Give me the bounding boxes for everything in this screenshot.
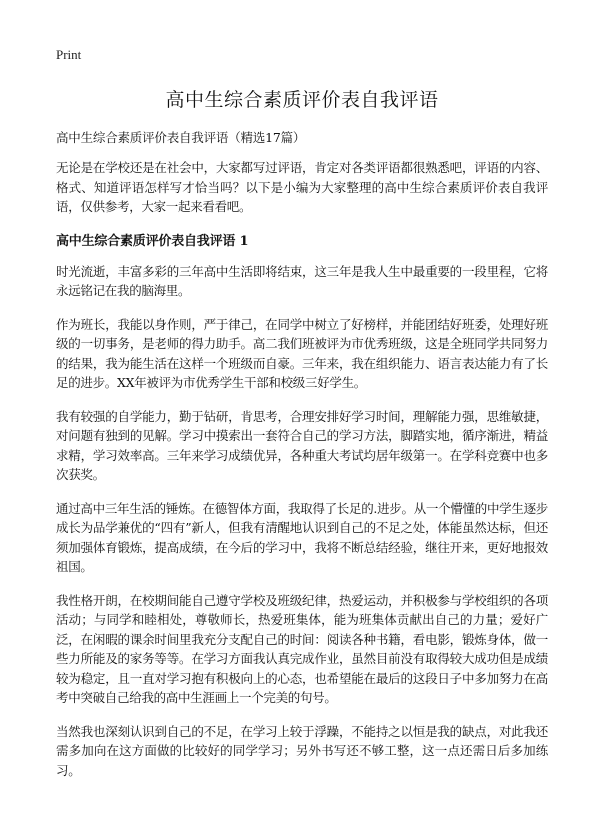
intro-paragraph: 无论是在学校还是在社会中，大家都写过评语，肯定对各类评语都很熟悉吧，评语的内容、格式、知道评语怎样写才恰当吗？以下是小编为大家整理的高中生综合素质评价表自我评语，仅供参考，大家一起来看看吧。 — [56, 160, 548, 214]
section-heading: 高中生综合素质评价表自我评语 1 — [56, 233, 249, 249]
print-link[interactable]: Print — [56, 47, 82, 62]
document-subtitle: 高中生综合素质评价表自我评语（精选17篇） — [56, 130, 306, 145]
body-paragraph-1: 时光流逝，丰富多彩的三年高中生活即将结束，这三年是我人生中最重要的一段里程，它将永远铭记在我的脑海里。 — [56, 263, 548, 298]
body-paragraph-5: 我性格开朗，在校期间能自己遵守学校及班级纪律，热爱运动，并积极参与学校组织的各项活动；与同学和睦相处，尊敬师长，热爱班集体，能为班集体贡献出自己的力量；爱好广泛，在闲暇的课余时间里我充分支配自己的时间：阅读各种书籍，看电影，锻炼身体，做一些力所能及的家务等等。在学习方面我认真完成作业，虽然目前没有取得较大成功但是成绩较为稳定，且一直对学习抱有积极向上的心态，也希望能在最后的这段日子中多加努力在高考中突破自己给我的高中生涯画上一个完美的句号。 — [56, 592, 548, 705]
body-paragraph-6: 当然我也深刻认识到自己的不足，在学习上较于浮躁，不能持之以恒是我的缺点，对此我还需多加向在这方面做的比较好的同学学习；另外书写还不够工整，这一点还需日后多加练习。 — [56, 723, 548, 778]
body-paragraph-4: 通过高中三年生活的锤炼。在德智体方面，我取得了长足的.进步。从一个懵懂的中学生逐步成长为品学兼优的“四有”新人，但我有清醒地认识到自己的不足之处，体能虽然达标，但还须加强体育锻炼，提高成绩，在今后的学习中，我将不断总结经验，继往开来，更好地报效祖国。 — [56, 500, 548, 574]
document-page — [56, 44, 548, 780]
body-paragraph-3: 我有较强的自学能力，勤于钻研，肯思考，合理安排好学习时间，理解能力强，思维敏捷，对问题有独到的见解。学习中摸索出一套符合自己的学习方法，脚踏实地，循序渐进，精益求精，学习效率高。三年来学习成绩优异，各种重大考试均居年级第一。在学科竞赛中也多次获奖。 — [56, 408, 548, 482]
body-paragraph-2: 作为班长，我能以身作则，严于律己，在同学中树立了好榜样，并能团结好班委，处理好班级的一切事务，是老师的得力助手。高二我们班被评为市优秀班级，这是全班同学共同努力的结果，我为能生活在这样一个班级而自豪。三年来，我在组织能力、语言表达能力有了长足的进步。XX年被评为市优秀学生干部和校级三好学生。 — [56, 316, 548, 390]
page-title: 高中生综合素质评价表自我评语 — [165, 89, 439, 111]
